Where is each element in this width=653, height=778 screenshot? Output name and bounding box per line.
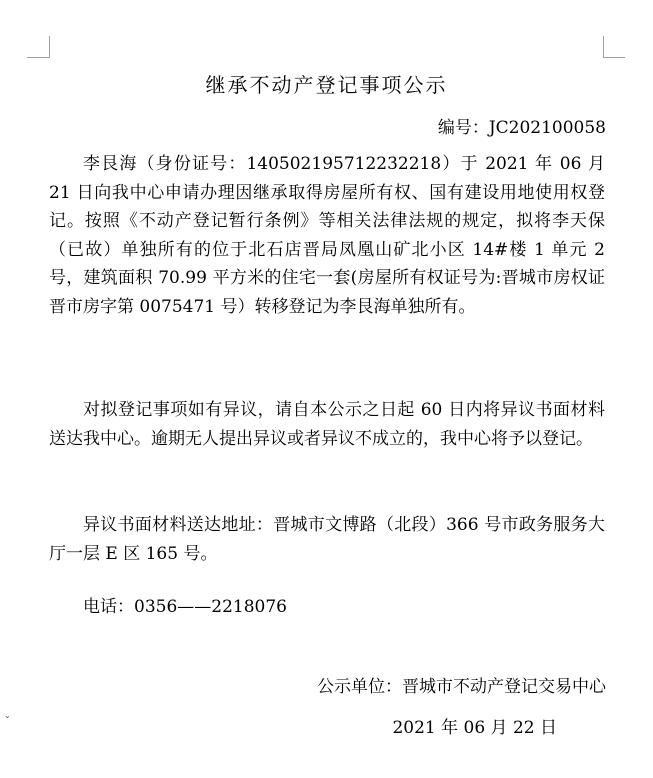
crop-mark-top-left-vertical: [49, 36, 50, 58]
paragraph-address: 异议书面材料送达地址：晋城市文博路（北段）366 号市政务服务大厅一层 E 区 165 号。: [49, 515, 605, 564]
paragraph-application: 李艮海（身份证号：140502195712232218）于 2021 年 06 月 21 日向我中心申请办理因继承取得房屋所有权、国有建设用地使用权登记。按照《不动产登记暂行条例》等相关法律法规的规定，拟将李天保（已故）单独所有的位于北石店晋局凤凰山矿北小区 14#楼 1 单元 2 号，建筑面积 70.99 平方米的住宅一套(房屋所有权证号为:晋城市房权证晋市房字第 0075471 号）转移登记为李艮海单独所有。: [49, 154, 605, 317]
crop-mark-top-right-vertical: [603, 36, 604, 58]
paragraph-phone: 电话：0356——2218076: [83, 597, 287, 617]
document-number: 编号：JC202100058: [437, 118, 606, 138]
margin-marker-icon: ⌄: [4, 711, 11, 720]
issue-date: 2021 年 06 月 22 日: [392, 718, 557, 738]
paragraph-objection: 对拟登记事项如有异议，请自本公示之日起 60 日内将异议书面材料送达我中心。逾期无人提出异议或者异议不成立的，我中心将予以登记。: [49, 400, 605, 449]
document-title: 继承不动产登记事项公示: [205, 73, 448, 97]
crop-mark-top-left-horizontal: [27, 57, 49, 58]
crop-mark-top-right-horizontal: [603, 57, 625, 58]
issuer-signature: 公示单位：晋城市不动产登记交易中心: [317, 677, 606, 697]
